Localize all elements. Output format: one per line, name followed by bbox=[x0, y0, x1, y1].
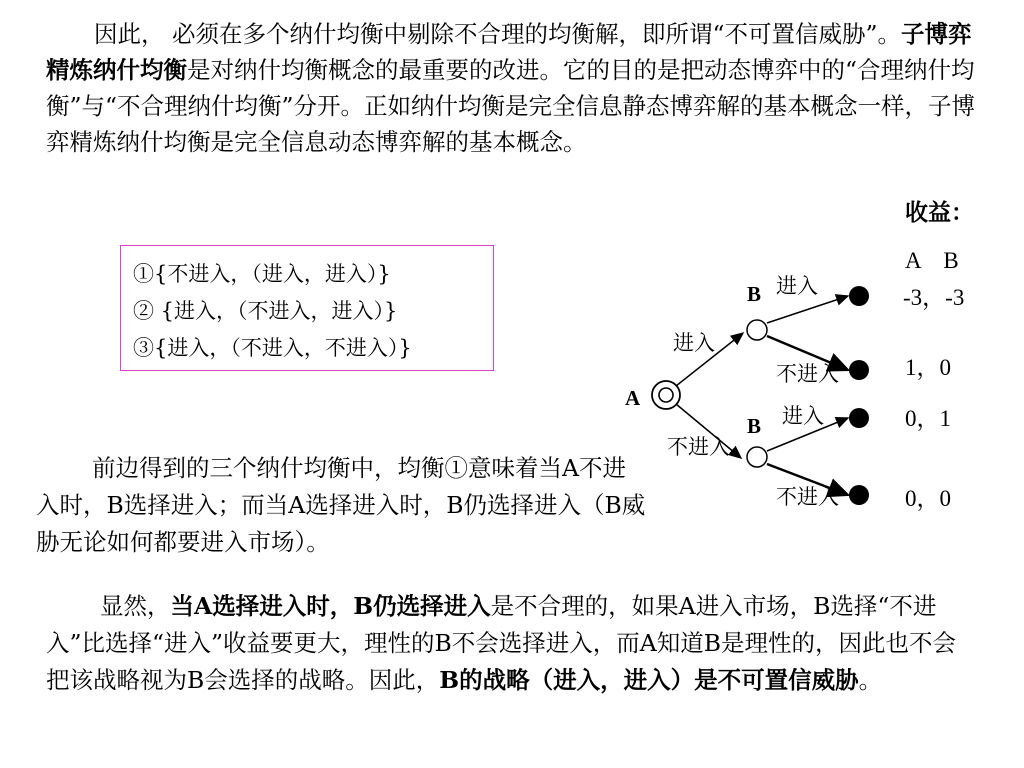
a-enter-label: 进入 bbox=[673, 331, 715, 355]
equilibrium-1: ①{不进入，（进入，进入）} bbox=[133, 262, 391, 286]
b-node-upper bbox=[747, 320, 767, 340]
conclusion-text-3: 。 bbox=[858, 666, 883, 694]
terminal-node-2 bbox=[849, 360, 869, 380]
root-node-inner bbox=[659, 388, 673, 402]
b2-not-enter-label: 不进入 bbox=[776, 485, 839, 509]
payoff-header: A B bbox=[905, 248, 959, 273]
payoff-4: 0，0 bbox=[905, 486, 951, 511]
equilibrium-3: ③{进入，（不进入，不进入）} bbox=[133, 336, 412, 360]
conclusion-paragraph bbox=[46, 588, 976, 699]
payoff-title: 收益： bbox=[905, 199, 974, 226]
b2-enter-label: 进入 bbox=[782, 404, 824, 428]
payoff-1: -3，-3 bbox=[903, 285, 965, 310]
analysis-paragraph: 前边得到的三个纳什均衡中，均衡①意味着当A不进入时，B选择进入；而当A选择进入时，B仍选择进入（B威胁无论如何都要进入市场）。 bbox=[36, 454, 646, 556]
intro-text-2: 是对纳什均衡概念的最重要的改进。它的目的是把动态博弈中的“合理纳什均衡”与“不合理纳什均衡”分开。正如纳什均衡是完全信息静态博弈解的基本概念一样，子博弈精炼纳什均衡是完全信息动态博弈解的基本概念。 bbox=[46, 56, 976, 156]
edge-b1-enter bbox=[767, 296, 848, 323]
terminal-node-1 bbox=[849, 286, 869, 306]
lower-b-label: B bbox=[747, 414, 762, 438]
conclusion-bold-2: B的战略（进入，进入）是不可置信威胁 bbox=[439, 666, 859, 694]
terminal-node-4 bbox=[849, 485, 869, 505]
root-label: A bbox=[625, 386, 641, 410]
terminal-node-3 bbox=[849, 408, 869, 428]
conclusion-bold-1: 当A选择进入时，B仍选择进入 bbox=[170, 592, 491, 620]
intro-text-1: 因此， 必须在多个纳什均衡中剔除不合理的均衡解，即所谓“不可置信威胁”。 bbox=[94, 20, 901, 48]
b-node-lower bbox=[747, 447, 767, 467]
payoff-2: 1，0 bbox=[905, 355, 951, 380]
intro-bold-term: 子博弈精炼纳什均衡 bbox=[46, 20, 972, 84]
conclusion-text-2: 是不合理的，如果A进入市场，B选择“不进入”比选择“进入”收益要更大，理性的B不会选择进入，而A知道B是理性的，因此也不会把该战略视为B会选择的战略。因此， bbox=[46, 592, 957, 694]
a-not-enter-label: 不进入 bbox=[667, 435, 730, 459]
b1-enter-label: 进入 bbox=[776, 274, 818, 298]
payoff-3: 0，1 bbox=[905, 406, 951, 431]
conclusion-text-1: 显然， bbox=[100, 592, 171, 620]
b1-not-enter-label: 不进入 bbox=[776, 362, 839, 386]
upper-b-label: B bbox=[747, 282, 762, 306]
equilibrium-2: ② {进入，（不进入，进入）} bbox=[133, 299, 398, 323]
